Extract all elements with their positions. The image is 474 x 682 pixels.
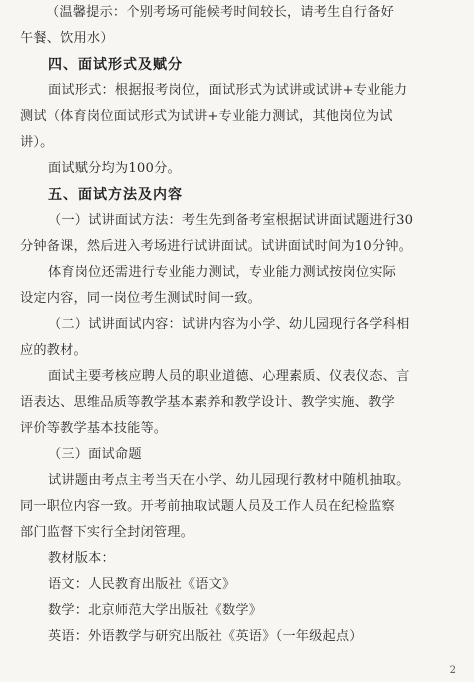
textbook-label: 教材版本：	[48, 551, 115, 566]
paragraph-line: 面试形式：根据报考岗位，面试形式为试讲或试讲+专业能力	[48, 83, 408, 98]
paragraph-line: 测试（体育岗位面试形式为试讲+专业能力测试，其他岗位为试	[20, 109, 393, 124]
paragraph-line: 体育岗位还需进行专业能力测试，专业能力测试按岗位实际	[48, 265, 397, 280]
paragraph-line: 部门监督下实行全封闭管理。	[20, 525, 195, 540]
textbook-math: 数学：北京师范大学出版社《数学》	[48, 603, 263, 618]
paragraph-line: （二）试讲面试内容：试讲内容为小学、幼儿园现行各学科相	[48, 317, 410, 332]
paragraph-line: 分钟备课，然后进入考场进行试讲面试。试讲面试时间为10分钟。	[20, 239, 413, 254]
paragraph-line: 评价等教学基本技能等。	[20, 421, 168, 436]
page-number: 2	[449, 665, 456, 676]
paragraph-line: 面试赋分均为100分。	[48, 161, 181, 176]
textbook-english: 英语：外语教学与研究出版社《英语》（一年级起点）	[48, 629, 363, 644]
notice-line: （温馨提示：个别考场可能候考时间较长，请考生自行备好	[46, 5, 395, 20]
paragraph-line: 讲）。	[20, 135, 54, 150]
paragraph-line: 面试主要考核应聘人员的职业道德、心理素质、仪表仪态、言	[48, 369, 410, 384]
paragraph-line: （一）试讲面试方法：考生先到备考室根据试讲面试题进行30	[48, 213, 414, 228]
paragraph-line: 同一职位内容一致。开考前抽取试题人员及工作人员在纪检监察	[20, 499, 395, 514]
paragraph-line: 语表达、思维品质等教学基本素养和教学设计、教学实施、教学	[20, 395, 395, 410]
notice-line: 午餐、饮用水）	[20, 31, 114, 46]
paragraph-line: 应的教材。	[20, 343, 87, 358]
paragraph-line: 设定内容，同一岗位考生测试时间一致。	[20, 291, 261, 306]
section-heading-5: 五、面试方法及内容	[48, 187, 183, 203]
textbook-chinese: 语文：人民教育出版社《语文》	[48, 577, 236, 592]
subsection-heading: （三）面试命题	[48, 447, 142, 462]
paragraph-line: 试讲题由考点主考当天在小学、幼儿园现行教材中随机抽取。	[48, 473, 410, 488]
section-heading-4: 四、面试形式及赋分	[48, 57, 183, 73]
